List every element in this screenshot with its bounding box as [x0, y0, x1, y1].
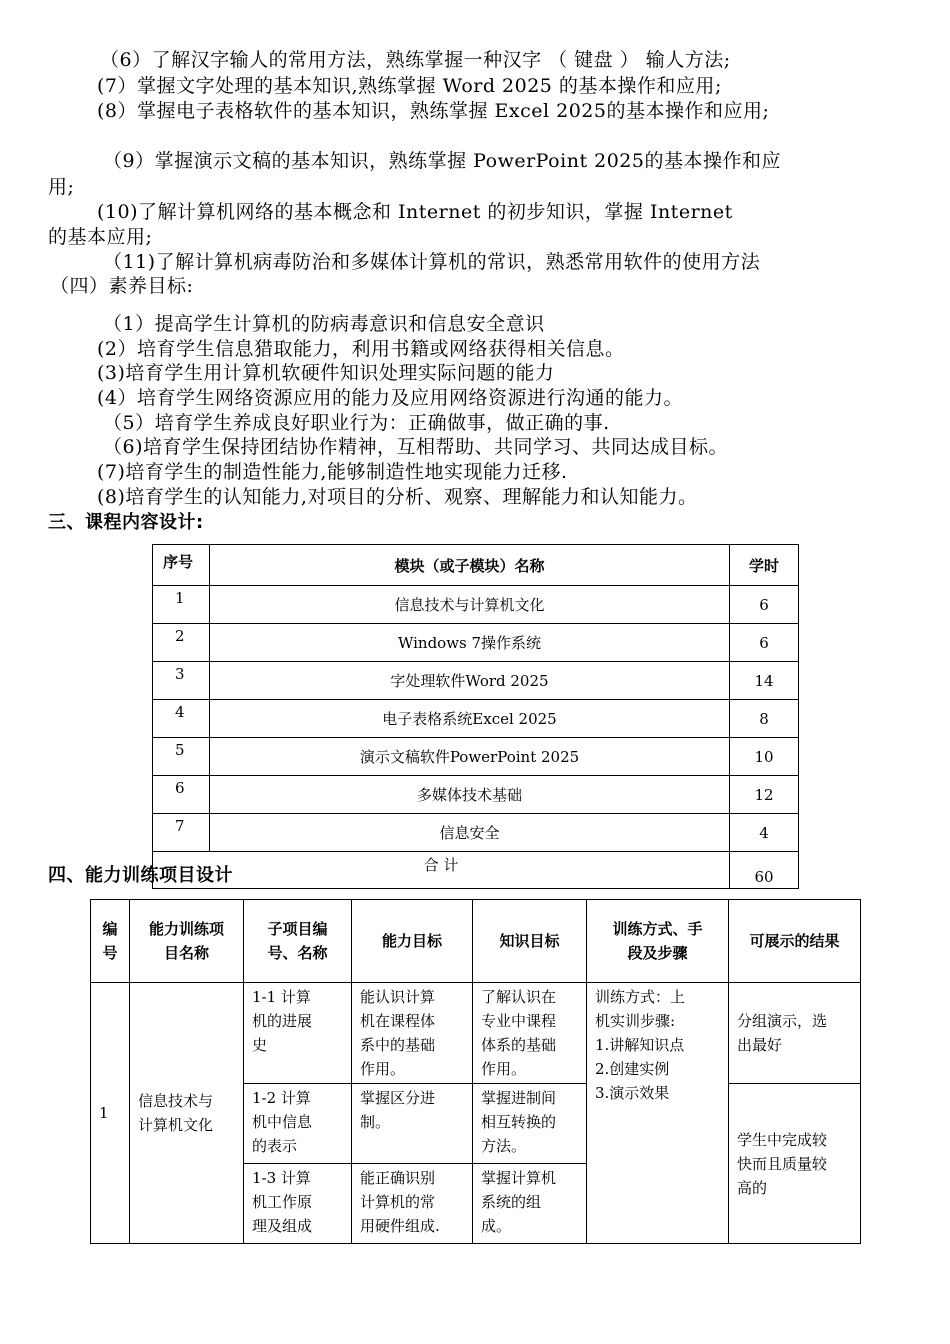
text-line-8: (8）掌握电子表格软件的基本知识，熟练掌握 Excel 2025的基本操作和应用;: [97, 100, 770, 122]
literacy-item-4: (4）培育学生网络资源应用的能力及应用网络资源进行沟通的能力。: [97, 387, 684, 409]
table-row: [153, 738, 799, 776]
knowledge-goal-cell: 掌握计算机 系统的组 成。: [473, 1164, 587, 1244]
training-method-cell: 训练方式：上 机实训步骤: 1.讲解知识点 2.创建实例 3.演示效果: [587, 983, 729, 1244]
row-hours: 6: [730, 586, 799, 624]
header-knowledge-goal: 知识目标: [473, 900, 587, 983]
ability-goal-cell: 能正确识别 计算机的常 用硬件组成.: [352, 1164, 473, 1244]
row-hours: 14: [730, 662, 799, 700]
row-module: 信息安全: [210, 814, 730, 852]
header-module: 模块（或子模块）名称: [210, 545, 730, 586]
row-no: 7: [153, 814, 210, 852]
literacy-item-2: (2）培育学生信息猎取能力，利用书籍或网络获得相关信息。: [97, 338, 625, 360]
row-hours: 10: [730, 738, 799, 776]
text-line-9-cont: 用;: [48, 176, 75, 198]
project-no: 1: [91, 983, 130, 1244]
row-module: 电子表格系统Excel 2025: [210, 700, 730, 738]
header-subproject: 子项目编 号、名称: [244, 900, 352, 983]
table-row: [153, 700, 799, 738]
subproject-cell: 1-2 计算 机中信息 的表示: [244, 1084, 352, 1164]
knowledge-goal-cell: 了解认识在 专业中课程 体系的基础 作用。: [473, 983, 587, 1084]
ability-goal-cell: 掌握区分进 制。: [352, 1084, 473, 1164]
row-module: 多媒体技术基础: [210, 776, 730, 814]
table-row: [153, 776, 799, 814]
subproject-cell: 1-1 计算 机的进展 史: [244, 983, 352, 1084]
row-hours: 12: [730, 776, 799, 814]
ability-goal-cell: 能认识计算 机在课程体 系中的基础 作用。: [352, 983, 473, 1084]
text-line-11: （11)了解计算机病毒防治和多媒体计算机的常识，熟悉常用软件的使用方法: [103, 251, 761, 273]
table-row: [153, 624, 799, 662]
literacy-item-5: （5）培育学生养成良好职业行为：正确做事，做正确的事.: [103, 412, 610, 434]
row-no: 5: [153, 738, 210, 776]
table-header-row: [91, 900, 861, 983]
literacy-item-1: （1）提高学生计算机的防病毒意识和信息安全意识: [103, 313, 545, 335]
literacy-item-7: (7)培育学生的制造性能力,能够制造性地实现能力迁移.: [97, 461, 568, 483]
table-row: [153, 586, 799, 624]
table-total-row: [153, 852, 799, 889]
section-title-ability-training: 四、能力训练项目设计: [48, 865, 233, 886]
row-no: 1: [153, 586, 210, 624]
literacy-item-3: (3)培育学生用计算机软硬件知识处理实际问题的能力: [97, 362, 555, 384]
header-no: 序号: [153, 545, 210, 586]
table-row: [153, 814, 799, 852]
row-no: 6: [153, 776, 210, 814]
literacy-item-8: (8)培育学生的认知能力,对项目的分析、观察、理解能力和认知能力。: [97, 486, 698, 508]
row-hours: 6: [730, 624, 799, 662]
row-no: 3: [153, 662, 210, 700]
project-name: 信息技术与 计算机文化: [130, 983, 244, 1244]
ability-training-table: [90, 899, 861, 1244]
subproject-cell: 1-3 计算 机工作原 理及组成: [244, 1164, 352, 1244]
row-no: 2: [153, 624, 210, 662]
header-result: 可展示的结果: [729, 900, 861, 983]
course-content-table: [152, 544, 799, 889]
row-hours: 4: [730, 814, 799, 852]
table-row: [153, 662, 799, 700]
header-training-method: 训练方式、手 段及步骤: [587, 900, 729, 983]
row-no: 4: [153, 700, 210, 738]
table-row: [91, 983, 861, 1084]
total-hours: 60: [730, 852, 799, 889]
row-hours: 8: [730, 700, 799, 738]
total-label: 合 计: [153, 852, 730, 889]
text-line-6: （6）了解汉字输人的常用方法，熟练掌握一种汉字 （ 键盘 ） 输人方法;: [100, 49, 731, 71]
text-line-9: （9）掌握演示文稿的基本知识，熟练掌握 PowerPoint 2025的基本操作和应: [103, 150, 781, 172]
table-header-row: [153, 545, 799, 586]
header-project-name: 能力训练项 目名称: [130, 900, 244, 983]
header-no: 编 号: [91, 900, 130, 983]
section-title-course-content: 三、课程内容设计:: [48, 512, 204, 533]
row-module: 字处理软件Word 2025: [210, 662, 730, 700]
row-module: 信息技术与计算机文化: [210, 586, 730, 624]
knowledge-goal-cell: 掌握进制间 相互转换的 方法。: [473, 1084, 587, 1164]
row-module: 演示文稿软件PowerPoint 2025: [210, 738, 730, 776]
header-ability-goal: 能力目标: [352, 900, 473, 983]
result-cell: 分组演示，选 出最好: [729, 983, 861, 1084]
header-hours: 学时: [730, 545, 799, 586]
row-module: Windows 7操作系统: [210, 624, 730, 662]
text-line-7: (7）掌握文字处理的基本知识,熟练掌握 Word 2025 的基本操作和应用;: [97, 75, 722, 97]
result-cell: 学生中完成较 快而且质量较 高的: [729, 1084, 861, 1244]
literacy-item-6: （6)培育学生保持团结协作精神，互相帮助、共同学习、共同达成目标。: [103, 436, 729, 458]
subsection-literacy-goals: （四）素养目标:: [50, 275, 194, 297]
text-line-10: (10)了解计算机网络的基本概念和 Internet 的初步知识，掌握 Internet: [97, 201, 733, 223]
text-line-10-cont: 的基本应用;: [48, 226, 153, 248]
